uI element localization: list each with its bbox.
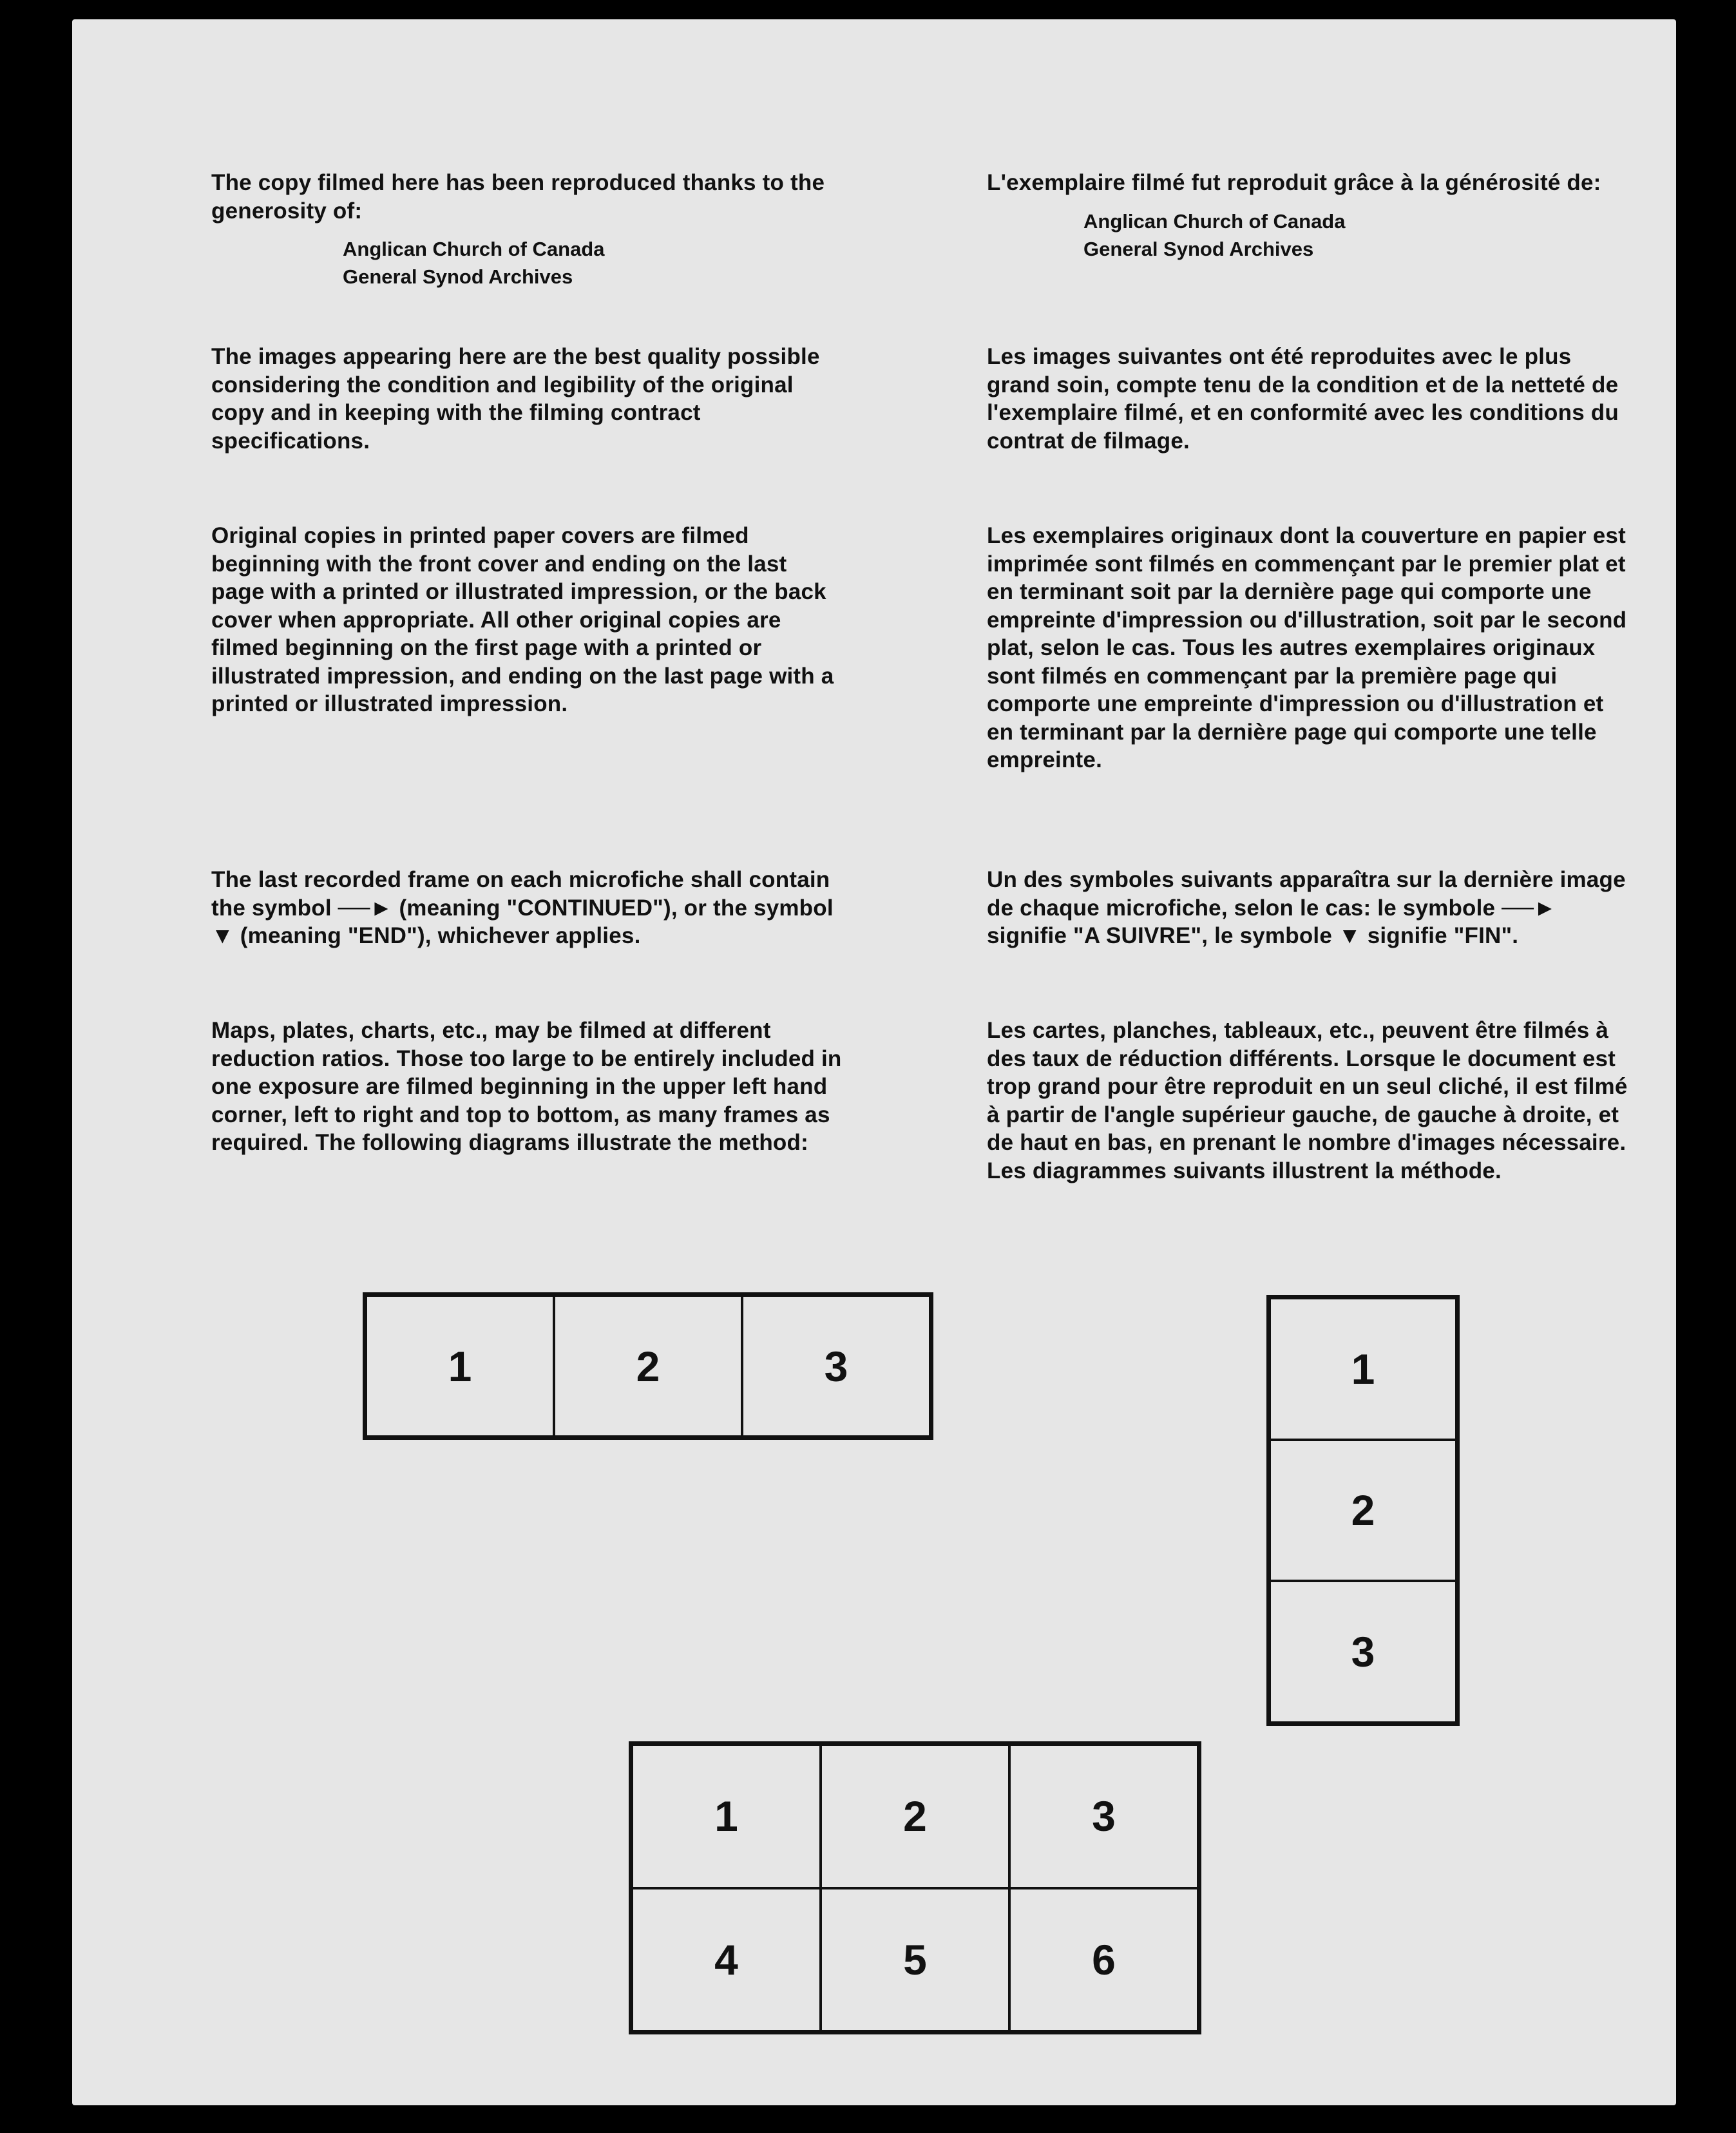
intro-block-fr — [987, 169, 1631, 263]
symbols-block-fr — [987, 866, 1631, 950]
quality-block-fr — [987, 343, 1631, 455]
symbols-block-en — [211, 866, 843, 950]
intro-text-en: The copy filmed here has been reproduced thanks to the generosity of: — [211, 170, 825, 224]
frame-cell: 2 — [1270, 1440, 1456, 1582]
maps-paragraph-fr: Les cartes, planches, tableaux, etc., peuvent être filmés à des taux de réduction différents. Lorsque le document est trop grand pour être reproduit en un seul cliché, il est filmé à partir de l'angle supérieur gauche, de gauche à droite, et de haut en bas, en prenant le nombre d'images nécessaire. Les diagrammes suivants illustrent la méthode. — [987, 1018, 1628, 1183]
quality-paragraph-en: The images appearing here are the best quality possible considering the condition and legibility of the original copy and in keeping with the filming contract specifications. — [211, 344, 820, 454]
intro-block-en — [211, 169, 843, 291]
institution-line1-en: Anglican Church of Canada — [343, 238, 605, 260]
maps-paragraph-en: Maps, plates, charts, etc., may be filmed at different reduction ratios. Those too large to be entirely included in one exposure are filmed beginning in the upper left hand corner, left to right and top to bottom, as many frames as required. The following diagrams illustrate the method: — [211, 1018, 842, 1155]
frame-cell: 1 — [366, 1296, 554, 1437]
symbols-paragraph-fr: Un des symboles suivants apparaîtra sur la dernière image de chaque microfiche, selon le cas: le symbole ──► signifie "A SUIVRE", le symbole ▼ signifie "FIN". — [987, 867, 1626, 948]
frame-cell: 3 — [1270, 1581, 1456, 1723]
quality-block-en — [211, 343, 843, 455]
covers-block-en — [211, 522, 843, 718]
maps-block-en — [211, 1017, 843, 1157]
institution-en — [211, 235, 843, 291]
diagram-grid — [629, 1741, 1201, 2034]
institution-line2-en: General Synod Archives — [343, 265, 573, 288]
symbols-paragraph-en: The last recorded frame on each microfiche shall contain the symbol ──► (meaning "CONTINUED"), or the symbol ▼ (meaning "END"), whichever applies. — [211, 867, 834, 948]
covers-paragraph-fr: Les exemplaires originaux dont la couverture en papier est imprimée sont filmés en commençant par le premier plat et en terminant soit par la dernière page qui comporte une empreinte d'impression ou d'illustration, soit par le second plat, selon le cas. Tous les autres exemplaires originaux sont filmés en commençant par la première page qui comporte une empreinte d'impression ou d'illustration et en terminant par la dernière page qui comporte une telle empreinte. — [987, 523, 1627, 772]
covers-block-fr — [987, 522, 1631, 774]
intro-text-fr: L'exemplaire filmé fut reproduit grâce à la générosité de: — [987, 170, 1601, 195]
frame-cell: 2 — [554, 1296, 742, 1437]
frame-cell: 4 — [632, 1888, 821, 2032]
frame-cell: 6 — [1009, 1888, 1198, 2032]
frame-cell: 1 — [1270, 1298, 1456, 1440]
frame-cell: 1 — [632, 1745, 821, 1888]
institution-fr — [987, 207, 1631, 263]
diagram-vertical — [1266, 1295, 1460, 1726]
institution-line1-fr: Anglican Church of Canada — [1083, 209, 1346, 233]
quality-paragraph-fr: Les images suivantes ont été reproduites avec le plus grand soin, compte tenu de la condition et de la netteté de l'exemplaire filmé, et en conformité avec les conditions du contrat de filmage. — [987, 344, 1619, 454]
diagram-horizontal — [363, 1292, 933, 1440]
covers-paragraph-en: Original copies in printed paper covers are filmed beginning with the front cover and ending on the last page with a printed or illustrated impression, or the back cover when appropriate. All other original copies are filmed beginning on the first page with a printed or illustrated impression, and ending on the last page with a printed or illustrated impression. — [211, 523, 834, 716]
frame-cell: 3 — [742, 1296, 930, 1437]
institution-line2-fr: General Synod Archives — [1083, 237, 1314, 260]
frame-cell: 3 — [1009, 1745, 1198, 1888]
frame-cell: 5 — [821, 1888, 1009, 2032]
frame-cell: 2 — [821, 1745, 1009, 1888]
maps-block-fr — [987, 1017, 1631, 1185]
